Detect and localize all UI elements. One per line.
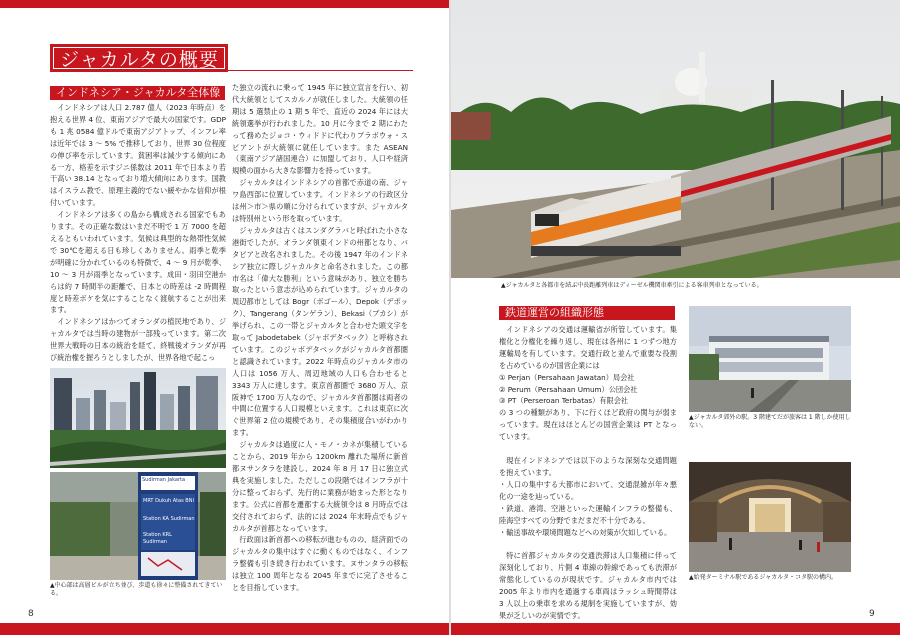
caption-train-photo: ▲ジャカルタと各都市を結ぶ中長距離列車はディーゼル機関車牽引による客車列車となっている。	[501, 282, 763, 289]
paragraph: た独立の流れに乗って 1945 年に独立宣言を行い、初代大統領としてスカルノが就任しました。大統領の任期は 5 選禁止の 1 期 5 年で、直近の 2024 年には大統領選挙が行われました。10 月に今まで 2 期にわたって務めたジョコ・ウィドドに代わりプラボウォ・スビアントが大統領に就任しています。また ASEAN（東南アジア諸国連合）に加盟しており、人口や経済規模の面から大きな影響力を持っています。	[232, 83, 408, 176]
bottom-accent-bar-right	[451, 623, 900, 635]
paragraph: インドネシアは人口 2.787 億人（2023 年時点）を抱える世界 4 位、東南アジアで最大の国家です。GDP も 1 兆 0584 億ドルで東南アジアトップ、インフレ率は近年では 3 ～ 5% で推移しており、世界 30 位程度の伸び率を示しています。貧困率は減少する傾向にある一方、格差を示すジニ係数は 2011 年で日本より若干高い 38.14 となっており増大傾向にあります。国教はイスラム教で、原理主義的でない緩やかな信仰が根付いています。	[50, 103, 226, 208]
page-number-left: 8	[28, 609, 34, 619]
sign-line-krl: Station KRL Sudirman	[143, 532, 172, 545]
sign-title: Sudirman Jakarta	[142, 477, 186, 483]
caption-left-photos: ▲中心部は高層ビルが立ち並び、歩道も徐々に整備されてきている。	[50, 582, 223, 597]
photo-suburban-station	[689, 306, 851, 412]
paragraph: インドネシアの交通は運輸省が所管しています。集権化と分権化を繰り返し、現在は各州に 1 つずつ地方運輸局を有しています。交通行政と並んで重要な役割を占めているのが国営企業には	[499, 325, 677, 370]
paragraph: インドネシアはかつてオランダの植民地であり、ジャカルタでは当時の建物が一部残っています。第二次世界大戦時の日本の統治を経て、終戦後オランダが再び統治権を握ろうとしましたが、世界各地で起こっ	[50, 317, 226, 363]
list-item: ・輸送事故や環境問題などへの対策が欠如している。	[499, 527, 672, 537]
left-column-1	[50, 102, 226, 364]
list-item: ・鉄道、港湾、空港といった運輸インフラの整備も、陸海空すべての分野でまだまだ不十分である。	[499, 503, 677, 525]
right-page	[451, 0, 900, 635]
photo-street-sign	[50, 472, 226, 580]
sign-line-mrt: MRT Dukuh Atas BNI	[143, 498, 194, 504]
caption-suburban-station: ▲ジャカルタ郊外の駅。3 階建てだが旅客は 1 階しか使用しない。	[689, 414, 851, 429]
photo-diesel-train	[451, 0, 900, 278]
bottom-accent-bar-left	[0, 623, 449, 635]
page-number-right: 9	[869, 609, 875, 619]
list-item: ・人口の集中する大都市において、交通混雑が年々悪化の一途を辿っている。	[499, 479, 677, 501]
left-page	[0, 0, 449, 635]
paragraph: ジャカルタはインドネシアの首都で赤道の南、ジャワ島西部に位置しています。インドネシアの行政区分は州＞市＞県の順に分けられていますが、ジャカルタは特別州という形を取っています。	[232, 178, 408, 223]
top-accent-bar	[0, 0, 449, 8]
subheading-jakarta-overview: インドネシア・ジャカルタ全体像	[50, 86, 225, 100]
caption-kota-station: ▲始発ターミナル駅であるジャカルタ・コタ駅の構内。	[689, 574, 837, 581]
photo-jakarta-kota-station	[689, 462, 851, 572]
paragraph: ジャカルタは過度に人・モノ・カネが集積していることから、2019 年から 1200km 離れた場所に新首都ヌサンタラを建設し、2024 年 8 月 17 日に独立式典を実施しました。ただしこの段階ではインフラが十分に整っておらず、先行的に業務が始まった形となります。公式に首都を遷都する大統領令は 8 月時点では交付されておらず、法的には 2024 年末時点でもジャカルタが首都となっています。	[232, 440, 408, 533]
list-item: ② Perum（Persahaan Umum）公団会社	[499, 384, 638, 394]
paragraph: 行政面は新首都への移転が進むものの、経済面でのジャカルタの集中はすぐに動くものではなく、インフラ整備も引き続き行われています。ヌサンタラの移転は独立 100 周年となる 2045 年までに完了させることを目指しています。	[232, 535, 408, 593]
paragraph: ジャカルタは古くはスンダグラバと呼ばれた小さな港街でしたが、オランダ領東インドの州都となり、バタビアと改名されました。その後 1947 年のインドネシア独立に際しジャカルタと命名されました。この都市名は「偉大な勝利」という意味があり、独立を勝ち取ったという意志が込められています。ジャカルタの周辺都市としては Bogr（ボゴール）、Depok（デポック）、Tangerang（タンゲラン）、Bekasi（ブカシ）が挙げられ、この一帯とジャカルタと合わせた頭文字を取って Jabodetabek（ジャボデタベック）と呼称されています。このジャボデタベックがジャカルタ首都圏と認識されています。2022 年時点のジャカルタ市の人口は 1056 万人、周辺地域の人口も合わせると 3343 万人に達します。東京首都圏で 3680 万人、京阪神で 1700 万人なので、ジャカルタ首都圏は両者の中間に位置する人口規模といえます。これは東京に次ぐ世界第 2 位の規模であり、その集積度合いがわかります。	[232, 225, 408, 438]
paragraph: 特に首都ジャカルタの交通渋滞は人口集積に伴って深刻化しており、片側 4 車線の幹線であっても渋滞が常態化しているのが現状です。ジャカルタ市内では 2005 年より市内を通過する車両はラッシュ時間帯は 3 人以上の乗車を求める規制を実施していますが、効果が乏しいのが実情です。	[499, 551, 677, 620]
paragraph: 現在インドネシアでは以下のような深刻な交通問題を抱えています。	[499, 456, 677, 477]
paragraph: の 3 つの種類があり、下に行くほど政府の関与が弱まっています。現在はほとんどの国営企業は PT となっています。	[499, 408, 677, 442]
paragraph: インドネシアは多くの島から構成される国家でもあります。その正確な数はいまだ不明で 1 万 7000 を超えるともいわれています。気候は典型的な熱帯性気候で 30℃を超える日も珍しくありません。雨季と乾季が明確に分かれているのも特徴で、4 ～ 9 月が乾季、10 ～ 3 月が雨季となっています。成田・羽田空港からは約 7 時間半の距離で、日本との時差は -2 時間程度と時差ボケを気にすることなく渡航することが出来ます。	[50, 210, 226, 315]
list-item: ① Perjan（Persahaan Jawatan）局会社	[499, 372, 635, 382]
photo-jakarta-skyline	[50, 368, 226, 468]
left-column-2	[232, 82, 408, 594]
section-title-rule	[228, 70, 413, 71]
list-item: ③ PT（Perseroan Terbatas）有限会社	[499, 396, 629, 406]
subheading-railway-organization: 鉄道運営の組織形態	[499, 306, 675, 320]
sign-line-ka: Station KA Sudirman	[143, 516, 195, 522]
right-column-body	[499, 324, 677, 622]
section-title: ジャカルタの概要	[50, 44, 228, 72]
